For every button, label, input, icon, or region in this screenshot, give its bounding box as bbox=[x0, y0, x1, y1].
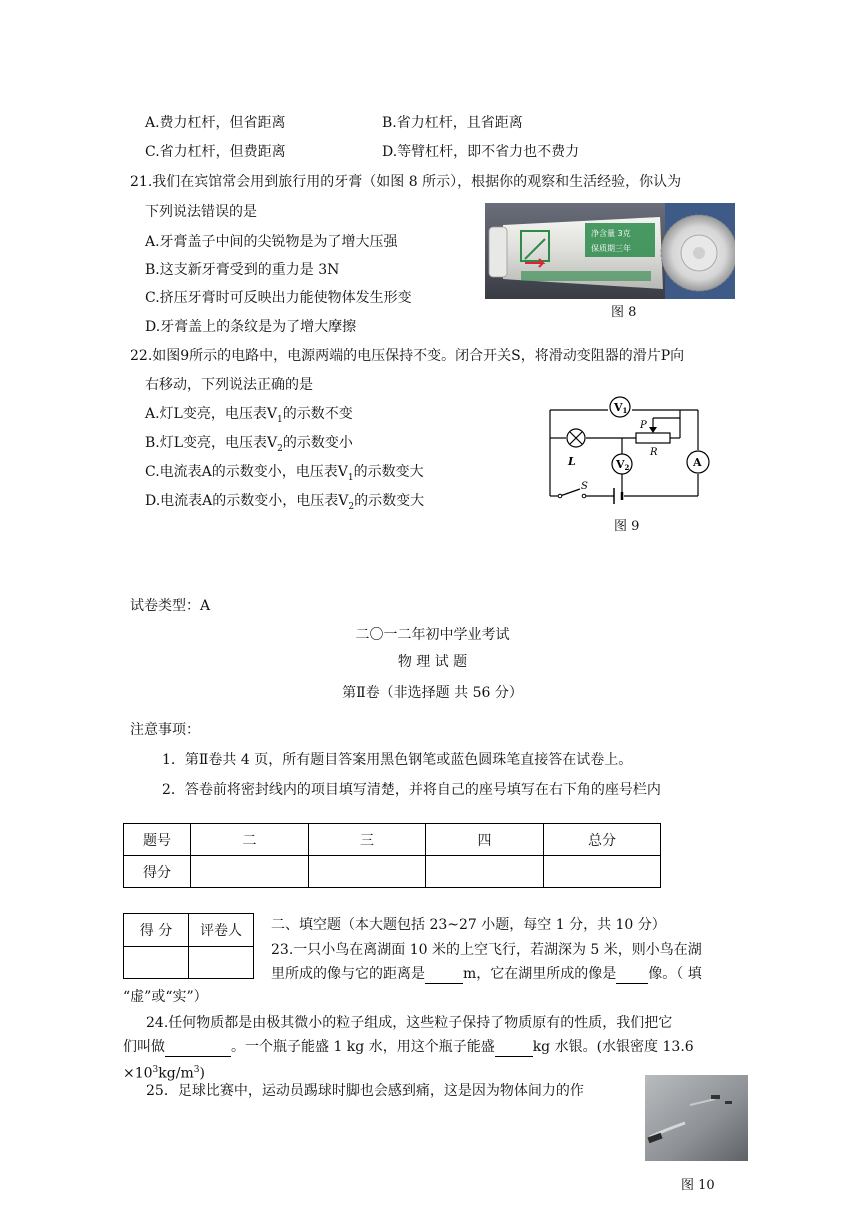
q24-blank-molecule[interactable] bbox=[165, 1040, 231, 1057]
q22-stem-line2: 右移动，下列说法正确的是 bbox=[145, 377, 313, 393]
switch-s-label: S bbox=[581, 481, 588, 492]
score-table-header: 题号 bbox=[124, 824, 191, 856]
section-2-title: 二、填空题（本大题包括 23~27 小题，每空 1 分，共 10 分） bbox=[271, 917, 666, 933]
rheostat-r-label: R bbox=[650, 447, 658, 458]
q23-blank-image-type[interactable] bbox=[616, 967, 648, 984]
q21-stem-line2: 下列说法错误的是 bbox=[145, 204, 257, 220]
q24-line3: $\times 10^3kg/m^3$) bbox=[123, 1065, 205, 1082]
grader-score-header: 得 分 bbox=[124, 914, 189, 947]
exam-title: 二〇一二年初中学业考试 bbox=[355, 627, 510, 643]
q23-line1: 23.一只小鸟在离湖面 10 米的上空飞行，若湖深为 5 米，则小鸟在湖 bbox=[271, 942, 702, 958]
q24-blank-mercury-mass[interactable] bbox=[495, 1040, 533, 1057]
grader-score-cell[interactable] bbox=[124, 947, 189, 979]
score-row-label: 得分 bbox=[124, 856, 191, 888]
toothpaste-illustration bbox=[485, 203, 735, 299]
notes-item-2: 2．答卷前将密封线内的项目填写清楚，并将自己的座号填写在右下角的座号栏内 bbox=[162, 782, 661, 798]
q21-option-d: D.牙膏盖上的条纹是为了增大摩擦 bbox=[145, 319, 357, 335]
q23-line3: “虚”或“实”） bbox=[123, 989, 208, 1005]
q21-stem-line1: 21.我们在宾馆常会用到旅行用的牙膏（如图 8 所示），根据你的观察和生活经验，你认为 bbox=[130, 174, 682, 190]
q24-line1: 24.任何物质都是由极其微小的粒子组成，这些粒子保持了物质原有的性质，我们把它 bbox=[146, 1015, 673, 1031]
q23-blank-distance[interactable] bbox=[425, 967, 463, 984]
notes-heading: 注意事项： bbox=[130, 722, 200, 738]
switch-contact-right bbox=[582, 494, 586, 498]
q21-option-c: C.挤压牙膏时可反映出力能使物体发生形变 bbox=[145, 290, 412, 306]
score-table-header: 三 bbox=[309, 824, 426, 856]
score-table bbox=[123, 823, 661, 888]
grader-table bbox=[123, 913, 254, 979]
part-title: 第Ⅱ卷（非选择题 共 56 分） bbox=[342, 685, 523, 701]
score-table-header: 总分 bbox=[544, 824, 661, 856]
q22-option-a: A.灯L变亮，电压表$V_1$的示数不变 bbox=[145, 406, 353, 425]
score-cell[interactable] bbox=[191, 856, 309, 888]
voltmeter-v1-label: V1 bbox=[614, 401, 628, 415]
switch-contact-left bbox=[558, 494, 562, 498]
score-table-header: 四 bbox=[426, 824, 544, 856]
q22-option-b: B.灯L变亮，电压表$V_2$的示数变小 bbox=[145, 435, 353, 454]
grader-name-cell[interactable] bbox=[189, 947, 254, 979]
score-cell[interactable] bbox=[426, 856, 544, 888]
figure-8-toothpaste-photo bbox=[485, 203, 735, 299]
figure-9-label: 图 9 bbox=[614, 519, 640, 534]
q20-option-a: A.费力杠杆，但省距离 bbox=[145, 115, 286, 131]
rheostat-r bbox=[636, 433, 670, 443]
voltmeter-v2-label: V2 bbox=[616, 458, 630, 472]
slider-p-label: P bbox=[640, 420, 647, 431]
q24-line2: 们叫做 。一个瓶子能盛 1 kg 水，用这个瓶子能盛 kg 水银。(水银密度 13.6 bbox=[123, 1039, 694, 1055]
q22-option-d: D.电流表A的示数变小，电压表$V_2$的示数变大 bbox=[145, 493, 425, 512]
score-cell[interactable] bbox=[544, 856, 661, 888]
rheostat-slider-arrow bbox=[649, 427, 657, 433]
q20-option-b: B.省力杠杆，且省距离 bbox=[382, 115, 523, 131]
lamp-label: L bbox=[568, 455, 576, 468]
notes-item-1: 1．第Ⅱ卷共 4 页，所有题目答案用黑色钢笔或蓝色圆珠笔直接答在试卷上。 bbox=[162, 752, 633, 768]
q20-option-c: C.省力杠杆，但费距离 bbox=[145, 144, 286, 160]
q21-option-b: B.这支新牙膏受到的重力是 3N bbox=[145, 262, 340, 278]
q25-line1: 25．足球比赛中，运动员踢球时脚也会感到痛，这是因为物体间力的作 bbox=[146, 1083, 584, 1099]
figure-10-label: 图 10 bbox=[681, 1178, 715, 1193]
ammeter-label: A bbox=[693, 456, 702, 469]
q23-line2: 里所成的像与它的距离是 m，它在湖里所成的像是 像。（ 填 bbox=[271, 966, 702, 982]
figure-8-label: 图 8 bbox=[611, 305, 637, 320]
q21-option-a: A.牙膏盖子中间的尖锐物是为了增大压强 bbox=[145, 234, 398, 250]
q20-option-d: D.等臂杠杆，即不省力也不费力 bbox=[382, 144, 580, 160]
ships-sea-illustration bbox=[645, 1075, 748, 1161]
q22-stem-line1: 22.如图9所示的电路中，电源两端的电压保持不变。闭合开关S，将滑动变阻器的滑片P向 bbox=[130, 348, 685, 364]
score-table-header: 二 bbox=[191, 824, 309, 856]
grader-name-header: 评卷人 bbox=[189, 914, 254, 947]
tube-text-net-weight: 净含量 3克 bbox=[591, 229, 631, 238]
subject-title: 物 理 试 题 bbox=[397, 654, 468, 670]
figure-10-photo bbox=[645, 1075, 748, 1161]
tube-text-shelf-life: 保质期三年 bbox=[591, 244, 631, 253]
paper-type: 试卷类型：A bbox=[130, 598, 211, 614]
score-cell[interactable] bbox=[309, 856, 426, 888]
q22-option-c: C.电流表A的示数变小，电压表$V_1$的示数变大 bbox=[145, 464, 424, 483]
figure-9-circuit-diagram bbox=[540, 392, 710, 512]
